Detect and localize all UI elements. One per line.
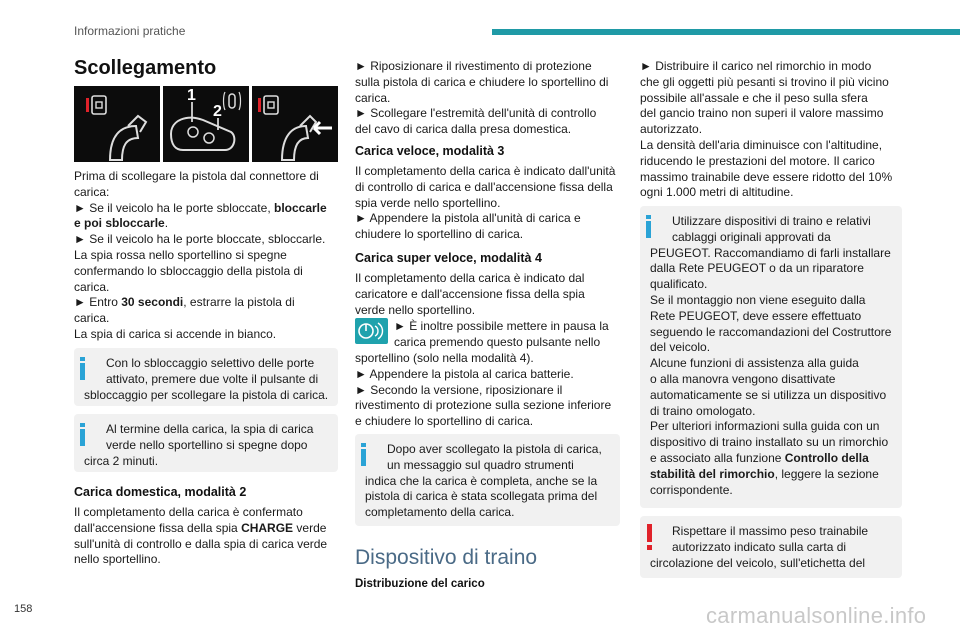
warning-note-max-weight: Rispettare il massimo peso trainabile autorizzato indicato sulla carta di circolazione del veicolo, sull'etichetta del (640, 516, 902, 578)
heading-super-fast-charge: Carica super veloce, modalità 4 (355, 251, 542, 265)
col3-intro-text: ► Distribuire il carico nel rimorchio in modo che gli oggetti più pesanti si trovino il più vicino possibile all'assale e che il peso sulla sfera del gancio traino non superi il valore massimo autorizzato. La densità dell'aria diminuisce con l'altitudine, riducendo le prestazioni del motore. Il carico massimo trainabile deve essere ridotto del 10% ogni 1.000 metri di altitudine. (640, 59, 893, 200)
header-accent-bar (492, 29, 960, 35)
info-note-charge-end: Al termine della carica, la spia di carica verde nello sportellino si spegne dopo circa 2 minuti. (74, 414, 338, 472)
illustration-panel-3 (252, 86, 338, 162)
text-line: Prima di scollegare la pistola dal connettore di (74, 169, 319, 183)
info-icon (645, 215, 652, 239)
charging-flap-icon (74, 86, 160, 162)
section-title: Scollegamento (74, 57, 217, 79)
col2-super-text: Il completamento della carica è indicato dal caricatore e dall'accensione fissa della spia verde nello sportellino. (355, 271, 585, 317)
text-line: ► Se il veicolo ha le porte bloccate, sbloccarle. (74, 232, 326, 247)
text-line: e poi sbloccarle. (74, 216, 169, 231)
step-label-2: 2 (213, 103, 222, 120)
unlock-illustration (74, 86, 338, 162)
text-line: confermando lo sbloccaggio della pistola di (74, 263, 303, 278)
col1-unlock-text (74, 169, 339, 343)
warning-icon (646, 524, 654, 550)
text-line: carica. (74, 279, 110, 294)
illustration-panel-2 (163, 86, 249, 162)
text-line: carica: (74, 184, 110, 199)
page-header-title: Informazioni pratiche (74, 24, 186, 38)
heading-load-distribution: Distribuzione del carico (355, 578, 485, 590)
pause-charge-button-icon (355, 318, 388, 344)
illustration-panel-1 (74, 86, 160, 162)
info-icon (79, 423, 86, 447)
step-label-1: 1 (187, 87, 196, 104)
info-note-selective-unlock: Con lo sbloccaggio selettivo delle porte attivato, premere due volte il pulsante di sbloccaggio per scollegare la pistola di carica. (74, 348, 338, 406)
info-note-towing: Utilizzare dispositivi di traino e relativi cablaggi originali approvati da PEUGEOT. Raccomandiamo di farli installare dalla Rete PEUGEOT o da un riparatore qualificato. Se il montaggio non viene eseguito dalla Rete PEUGEOT, deve essere effettuato seguendo le raccomandazioni del Costruttore del veicolo. Alcune funzioni di assistenza alla guida o alla manovra vengono disattivate automaticamente se si utilizza un dispositivo di traino omologato. Per ulteriori informazioni sulla guida con un dispositivo di traino installato su un rimorchio e associato alla funzione Controllo della stabilità del rimorchio, leggere la sezione corrispondente. (640, 206, 902, 508)
text-line: La spia rossa nello sportellino si spegne (74, 247, 287, 262)
watermark: carmanualsonline.info (706, 603, 927, 628)
info-icon (360, 443, 367, 467)
text-line: ► Entro 30 secondi, estrarre la pistola di (74, 295, 295, 310)
info-icon (79, 357, 86, 381)
heading-fast-charge: Carica veloce, modalità 3 (355, 144, 505, 158)
unplug-icon (252, 86, 338, 162)
text-line: carica. (74, 311, 110, 326)
col2-super-after-text: sportellino (solo nella modalità 4). ► Appendere la pistola al carica batterie. ► Secondo la versione, riposizionare il rivestimento di protezione sulla sezione inferiore e chiudere lo sportellino di carica. (355, 351, 612, 429)
col2-pause-text: ► È inoltre possibile mettere in pausa la carica premendo questo pulsante nello (394, 319, 609, 349)
info-note-after-unplug: Dopo aver scollegato la pistola di carica, un messaggio sul quadro strumenti indica che la carica è completa, anche se la pistola di carica è stata scollegata prima del completamento della carica. (355, 434, 620, 526)
heading-towing-device: Dispositivo di traino (355, 546, 538, 569)
key-fob-icon (163, 86, 249, 162)
col1-domestic-text: Il completamento della carica è confermato dall'accensione fissa della spia CHARGE verde sull'unità di controllo e dalla spia di carica verde nello sportellino. (74, 505, 328, 567)
heading-domestic-charge: Carica domestica, modalità 2 (74, 485, 247, 499)
page-number: 158 (14, 603, 33, 615)
col2-intro-text: ► Riposizionare il rivestimento di protezione sulla pistola di carica e chiudere lo sportellino di carica. ► Scollegare l'estremità dell'unità di controllo del cavo di carica dalla presa domestica. (355, 59, 609, 137)
col2-fast-text: Il completamento della carica è indicato dall'unità di controllo di carica e dall'accensione fissa della spia verde nello sportellino. ► Appendere la pistola all'unità di carica e chiudere lo sportellino di carica. (355, 164, 616, 242)
text-line: La spia di carica si accende in bianco. (74, 326, 277, 341)
text-line: ► Se il veicolo ha le porte sbloccate, bloccarle (74, 200, 327, 215)
